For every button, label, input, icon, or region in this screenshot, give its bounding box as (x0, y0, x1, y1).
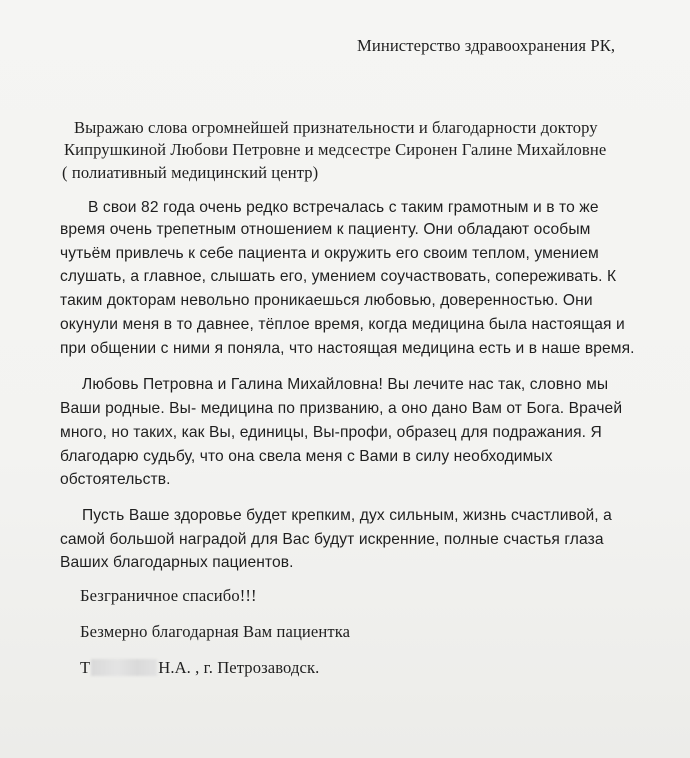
para1-line-6: окунули меня в то давнее, тёплое время, когда медицина была настоящая и (60, 316, 625, 333)
intro-line-1: Выражаю слова огромнейшей признательности и благодарности доктору (74, 118, 598, 137)
intro-line-2: Кипрушкиной Любови Петровне и медсестре Сиронен Галине Михайловне (64, 140, 607, 159)
para2-line-3: много, но таких, как Вы, единицы, Вы-профи, образец для подражания. Я (60, 424, 602, 441)
signature-suffix: Н.А. , г. Петрозаводск. (158, 658, 320, 677)
signature-prefix: Т (80, 658, 91, 677)
closing-thanks: Безграничное спасибо!!! (80, 586, 257, 605)
para2-line-2: Ваши родные. Вы- медицина по призванию, а оно дано Вам от Бога. Врачей (60, 400, 623, 417)
para2-line-5: обстоятельств. (60, 471, 171, 488)
para1-line-3: чутьём привлечь к себе пациента и окружить его своим теплом, умением (60, 245, 599, 262)
intro-line-3: ( полиативный медицинский центр) (62, 163, 319, 182)
para1-line-1: В свои 82 года очень редко встречалась с таким грамотным и в то же (88, 199, 599, 216)
para1-line-2: время очень трепетным отношением к пациенту. Они обладают особым (60, 221, 591, 238)
signoff: Безмерно благодарная Вам пациентка (80, 622, 351, 641)
para1-line-4: слушать, а главное, слышать его, умением соучаствовать, сопереживать. К (60, 268, 617, 285)
para3-line-3: Ваших благодарных пациентов. (60, 554, 294, 571)
para1-line-7: при общении с ними я поняла, что настоящая медицина есть и в наше время. (60, 340, 635, 357)
para2-line-4: благодарю судьбу, что она свела меня с Вами в силу необходимых (60, 448, 553, 465)
signature (80, 658, 319, 678)
para3-line-1: Пусть Ваше здоровье будет крепким, дух сильным, жизнь счастливой, а (82, 507, 612, 524)
addressee: Министерство здравоохранения РК, (357, 36, 616, 55)
redacted-surname (91, 659, 157, 676)
para2-line-1: Любовь Петровна и Галина Михайловна! Вы лечите нас так, словно мы (82, 376, 609, 393)
para1-line-5: таким докторам невольно проникаешься любовью, доверенностью. Они (60, 292, 593, 309)
para3-line-2: самой большой наградой для Вас будут искренние, полные счастья глаза (60, 531, 604, 548)
